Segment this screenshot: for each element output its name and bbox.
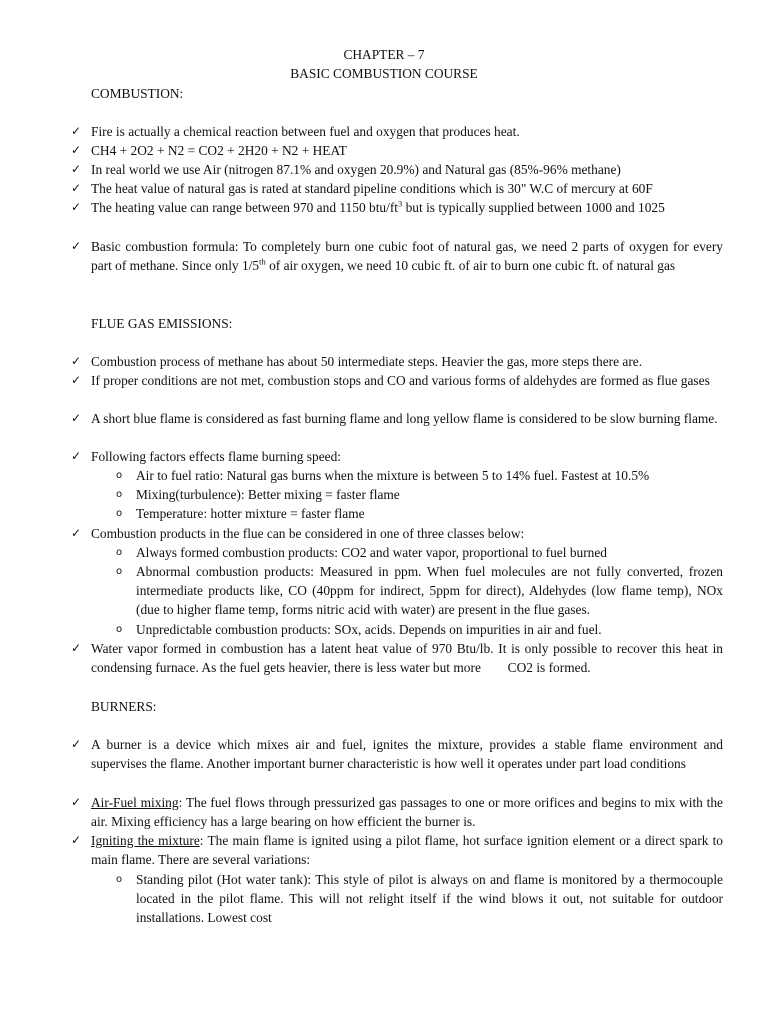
circle-bullet-icon: o — [115, 624, 123, 635]
list-item: ✓ A short blue flame is considered as fast burning flame and long yellow flame is considered to be slow burning flame. — [91, 409, 723, 428]
list-item: ✓ Combustion process of methane has about 50 intermediate steps. Heavier the gas, more steps there are. — [91, 352, 723, 371]
checkmark-icon: ✓ — [70, 373, 82, 387]
checkmark-icon: ✓ — [70, 124, 82, 138]
checkmark-icon: ✓ — [70, 737, 82, 751]
circle-bullet-icon: o — [115, 547, 123, 558]
sub-list-item: o Unpredictable combustion products: SOx, acids. Depends on impurities in air and fuel. — [136, 620, 723, 639]
list-item: ✓ Fire is actually a chemical reaction between fuel and oxygen that produces heat. — [91, 122, 723, 141]
sub-list-item: o Standing pilot (Hot water tank): This style of pilot is always on and flame is monitored by a thermocouple located in the pilot flame. This will not relight itself if the wind blows it out, not suitable for outdoor installations. Lowest cost — [115, 872, 723, 926]
chapter-title: CHAPTER – 7 — [343, 47, 425, 62]
list-item: ✓ Basic combustion formula: To completely burn one cubic foot of natural gas, we need 2 parts of oxygen for every part of methane. Since only 1/5th of air oxygen, we need 10 cubic ft. of air to burn one cubic ft. of natural gas — [70, 239, 723, 274]
checkmark-icon: ✓ — [70, 200, 82, 214]
sub-list-item: o Mixing(turbulence): Better mixing = faster flame — [136, 485, 723, 504]
section-heading-burners: BURNERS: — [91, 699, 157, 714]
list-item: ✓ The heat value of natural gas is rated at standard pipeline conditions which is 30" W.C of mercury at 60F — [91, 179, 723, 198]
section-heading-combustion: COMBUSTION: — [91, 86, 184, 101]
checkmark-icon: ✓ — [70, 162, 82, 176]
list-item: ✓ In real world we use Air (nitrogen 87.1% and oxygen 20.9%) and Natural gas (85%-96% methane) — [91, 160, 723, 179]
list-item: ✓ Igniting the mixture: The main flame is ignited using a pilot flame, hot surface ignition element or a direct spark to main flame. There are several variations: — [70, 833, 723, 868]
checkmark-icon: ✓ — [70, 795, 82, 809]
circle-bullet-icon: o — [115, 874, 123, 885]
sub-list-item: o Air to fuel ratio: Natural gas burns when the mixture is between 5 to 14% fuel. Fastest at 10.5% — [136, 466, 723, 485]
list-item: ✓ Water vapor formed in combustion has a latent heat value of 970 Btu/lb. It is only possible to recover this heat in condensing furnace. As the fuel gets heavier, there is less water but more CO2 is formed. — [70, 641, 727, 676]
list-item: ✓ The heating value can range between 970 and 1150 btu/$ft^3$ but is typically supplied between 1000 and 1025 — [91, 198, 723, 217]
checkmark-icon: ✓ — [70, 641, 82, 655]
list-item: ✓ A burner is a device which mixes air and fuel, ignites the mixture, provides a stable flame environment and supervises the flame. Another important burner characteristic is how well it operates under part load conditions — [70, 737, 723, 772]
igniting-mixture-label: Igniting the mixture — [91, 833, 200, 848]
checkmark-icon: ✓ — [70, 526, 82, 540]
circle-bullet-icon: o — [115, 508, 123, 519]
checkmark-icon: ✓ — [70, 354, 82, 368]
circle-bullet-icon: o — [115, 489, 123, 500]
list-item: ✓ If proper conditions are not met, combustion stops and CO and various forms of aldehydes are formed as flue gases — [91, 371, 723, 390]
sub-list-item: o Temperature: hotter mixture = faster flame — [136, 504, 723, 523]
checkmark-icon: ✓ — [70, 411, 82, 425]
checkmark-icon: ✓ — [70, 833, 82, 847]
sub-list-item: o Always formed combustion products: CO2 and water vapor, proportional to fuel burned — [136, 543, 723, 562]
circle-bullet-icon: o — [115, 470, 123, 481]
circle-bullet-icon: o — [115, 566, 123, 577]
checkmark-icon: ✓ — [70, 143, 82, 157]
course-title: BASIC COMBUSTION COURSE — [290, 66, 478, 81]
section-heading-flue-gas: FLUE GAS EMISSIONS: — [91, 316, 233, 331]
checkmark-icon: ✓ — [70, 181, 82, 195]
checkmark-icon: ✓ — [70, 239, 82, 253]
checkmark-icon: ✓ — [70, 449, 82, 463]
list-item: ✓ Air-Fuel mixing: The fuel flows through pressurized gas passages to one or more orifices and begins to mix with the air. Mixing efficiency has a large bearing on how efficient the burner is. — [70, 795, 724, 830]
list-item: ✓ Combustion products in the flue can be considered in one of three classes below: — [91, 524, 723, 543]
sub-list-item: o Abnormal combustion products: Measured in ppm. When fuel molecules are not fully converted, frozen intermediate products like, CO (40ppm for indirect, 5ppm for direct), Aldehydes (low flame temp), NOx (due to higher flame temp, forms nitric acid with water) are present in the flue gases. — [115, 564, 723, 618]
list-item: ✓ CH4 + 2O2 + N2 = CO2 + 2H20 + N2 + HEAT — [91, 141, 723, 160]
list-item: ✓ Following factors effects flame burning speed: — [91, 447, 723, 466]
air-fuel-mixing-label: Air-Fuel mixing — [91, 795, 179, 810]
